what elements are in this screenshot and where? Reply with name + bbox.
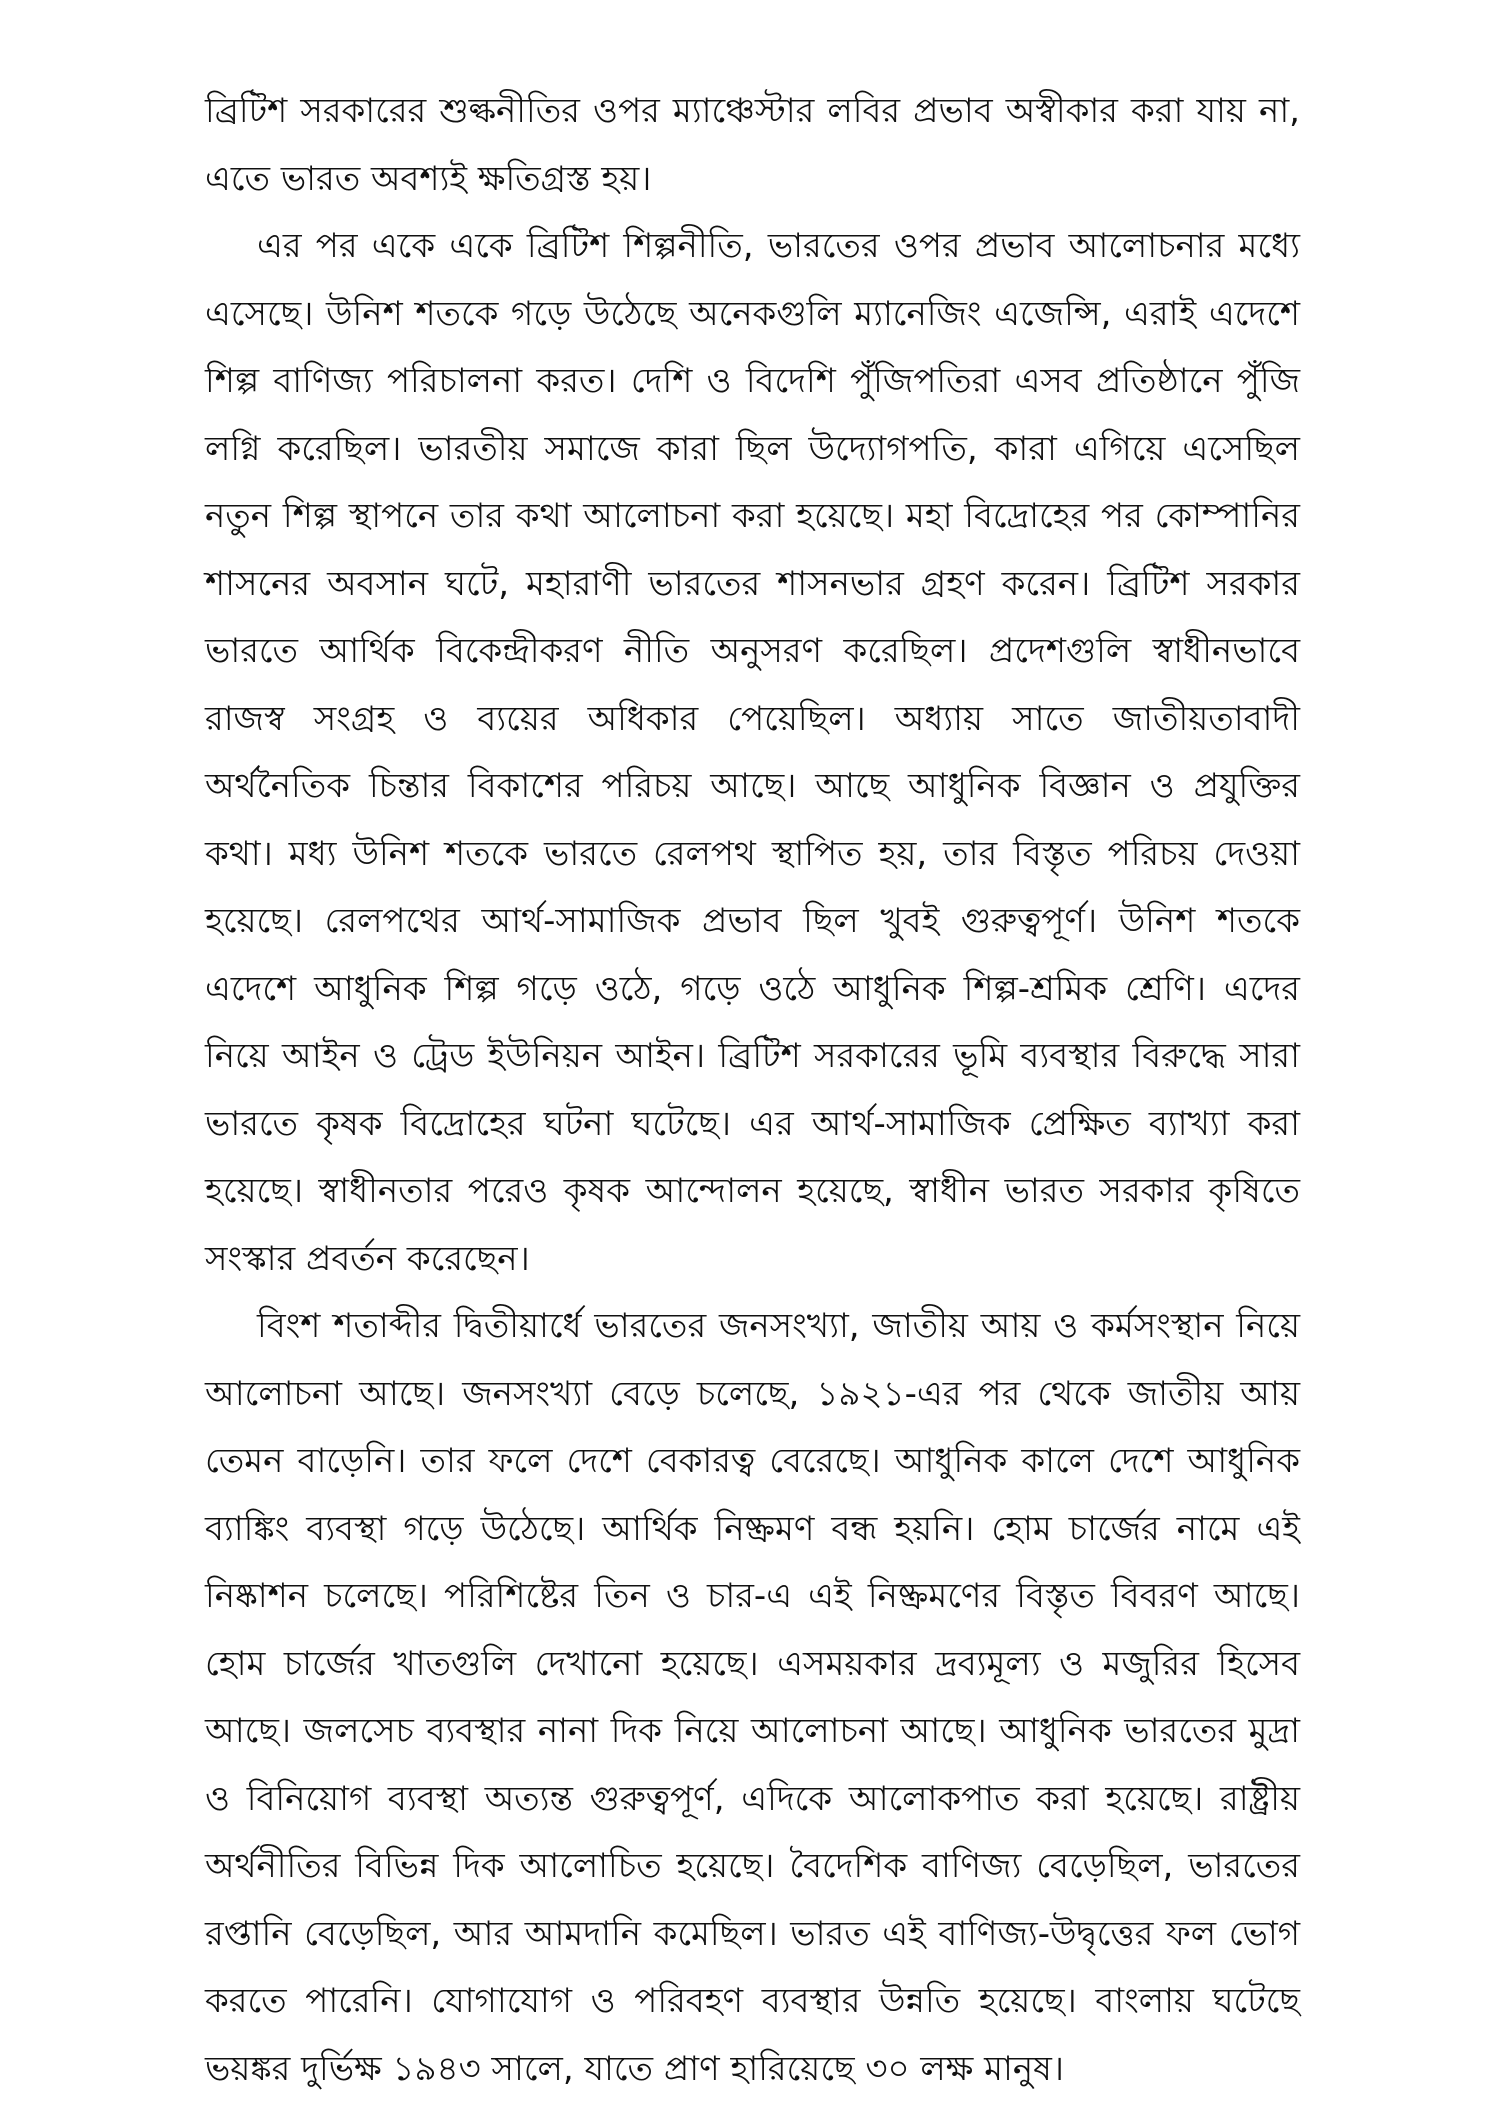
body-text: [205, 78, 1300, 2103]
paragraph-3: বিংশ শতাব্দীর দ্বিতীয়ার্ধে ভারতের জনসংখ্যা, জাতীয় আয় ও কর্মসংস্থান নিয়ে আলোচনা আছে। জনসংখ্যা বেড়ে চলেছে, ১৯২১-এর পর থেকে জাতীয় আয় তেমন বাড়েনি। তার ফলে দেশে বেকারত্ব বেরেছে। আধুনিক কালে দেশে আধুনিক ব্যাঙ্কিং ব্যবস্থা গড়ে উঠেছে। আর্থিক নিষ্ক্রমণ বন্ধ হয়নি। হোম চার্জের নামে এই নিষ্কাশন চলেছে। পরিশিষ্টের তিন ও চার-এ এই নিষ্ক্রমণের বিস্তৃত বিবরণ আছে। হোম চার্জের খাতগুলি দেখানো হয়েছে। এসময়কার দ্রব্যমূল্য ও মজুরির হিসেব আছে। জলসেচ ব্যবস্থার নানা দিক নিয়ে আলোচনা আছে। আধুনিক ভারতের মুদ্রা ও বিনিয়োগ ব্যবস্থা অত্যন্ত গুরুত্বপূর্ণ, এদিকে আলোকপাত করা হয়েছে। রাষ্ট্রীয় অর্থনীতির বিভিন্ন দিক আলোচিত হয়েছে। বৈদেশিক বাণিজ্য বেড়েছিল, ভারতের রপ্তানি বেড়েছিল, আর আমদানি কমেছিল। ভারত এই বাণিজ্য-উদ্বৃত্তের ফল ভোগ করতে পারেনি। যোগাযোগ ও পরিবহণ ব্যবস্থার উন্নতি হয়েছে। বাংলায় ঘটেছে ভয়ঙ্কর দুর্ভিক্ষ ১৯৪৩ সালে, যাতে প্রাণ হারিয়েছে ৩০ লক্ষ মানুষ।: [205, 1306, 1300, 2089]
paragraph-2: এর পর একে একে ব্রিটিশ শিল্পনীতি, ভারতের ওপর প্রভাব আলোচনার মধ্যে এসেছে। উনিশ শতকে গড়ে উঠেছে অনেকগুলি ম্যানেজিং এজেন্সি, এরাই এদেশে শিল্প বাণিজ্য পরিচালনা করত। দেশি ও বিদেশি পুঁজিপতিরা এসব প্রতিষ্ঠানে পুঁজি লগ্নি করেছিল। ভারতীয় সমাজে কারা ছিল উদ্যোগপতি, কারা এগিয়ে এসেছিল নতুন শিল্প স্থাপনে তার কথা আলোচনা করা হয়েছে। মহা বিদ্রোহের পর কোম্পানির শাসনের অবসান ঘটে, মহারাণী ভারতের শাসনভার গ্রহণ করেন। ব্রিটিশ সরকার ভারতে আর্থিক বিকেন্দ্রীকরণ নীতি অনুসরণ করেছিল। প্রদেশগুলি স্বাধীনভাবে রাজস্ব সংগ্রহ ও ব্যয়ের অধিকার পেয়েছিল। অধ্যায় সাতে জাতীয়তাবাদী অর্থনৈতিক চিন্তার বিকাশের পরিচয় আছে। আছে আধুনিক বিজ্ঞান ও প্রযুক্তির কথা। মধ্য উনিশ শতকে ভারতে রেলপথ স্থাপিত হয়, তার বিস্তৃত পরিচয় দেওয়া হয়েছে। রেলপথের আর্থ-সামাজিক প্রভাব ছিল খুবই গুরুত্বপূর্ণ। উনিশ শতকে এদেশে আধুনিক শিল্প গড়ে ওঠে, গড়ে ওঠে আধুনিক শিল্প-শ্রমিক শ্রেণি। এদের নিয়ে আইন ও ট্রেড ইউনিয়ন আইন। ব্রিটিশ সরকারের ভূমি ব্যবস্থার বিরুদ্ধে সারা ভারতে কৃষক বিদ্রোহের ঘটনা ঘটেছে। এর আর্থ-সামাজিক প্রেক্ষিত ব্যাখ্যা করা হয়েছে। স্বাধীনতার পরেও কৃষক আন্দোলন হয়েছে, স্বাধীন ভারত সরকার কৃষিতে সংস্কার প্রবর্তন করেছেন।: [205, 226, 1300, 1279]
paragraph-1: ব্রিটিশ সরকারের শুল্কনীতির ওপর ম্যাঞ্চেস্টার লবির প্রভাব অস্বীকার করা যায় না, এতে ভারত অবশ্যই ক্ষতিগ্রস্ত হয়।: [205, 91, 1300, 199]
